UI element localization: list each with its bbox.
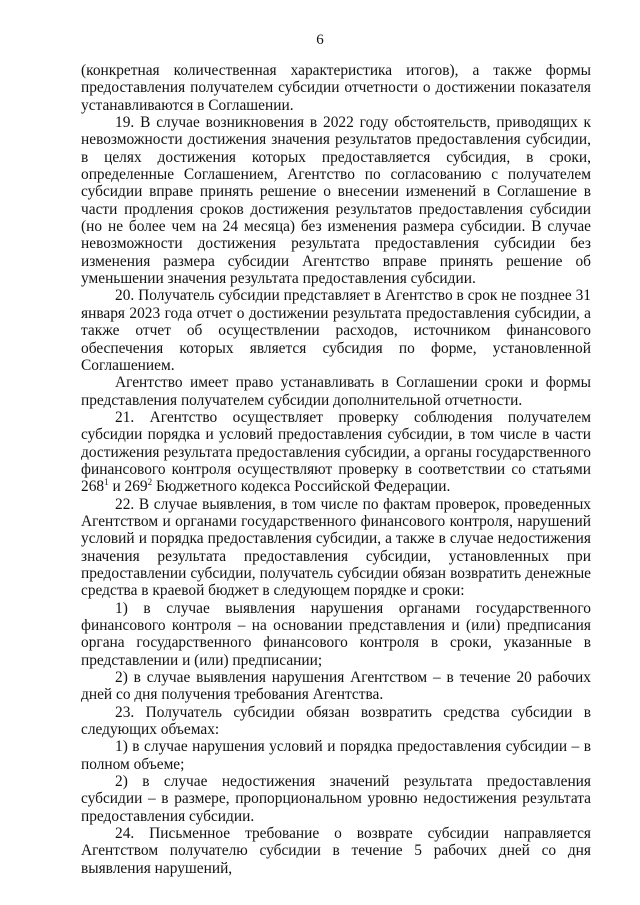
paragraph-21 [81,409,591,496]
paragraph-21-conjunction: и 269 [108,478,148,496]
paragraph-23: 23. Получатель субсидии обязан возвратить средства субсидии в следующих объемах: [81,703,591,739]
paragraph-20-reporting: Агентство имеет право устанавливать в Соглашении сроки и формы представления получателем субсидии дополнительной отчетности. [81,374,591,409]
paragraph-21-tail: Бюджетного кодекса Российской Федерации. [152,478,451,496]
paragraph-23-item-2: 2) в случае недостижения значений результата предоставления субсидии – в размере, пропорциональном уровню недостижения результата предоставления субсидии. [81,773,591,825]
paragraph-23-item-1: 1) в случае нарушения условий и порядка предоставления субсидии – в полном объеме; [81,738,591,773]
paragraph-20: 20. Получатель субсидии представляет в Агентство в срок не позднее 31 января 2023 года отчет о достижении результата предоставления субсидии, а также отчет об осуществлении расходов, источником финансового обеспечения которых является субсидия по форме, установленной Соглашением. [81,287,591,374]
paragraph-21-text: 21. Агентство осуществляет проверку соблюдения получателем субсидии порядка и условий предоставления субсидии, в том числе в части достижения результата предоставления субсидии, а органы государственного финансового контроля осуществляют проверку в соответствии со статьями 268 [81,408,591,496]
paragraph-24: 24. Письменное требование о возврате субсидии направляется Агентством получателю субсидии в течение 5 рабочих дней со дня выявления нарушений, [81,825,591,877]
superscript-1: 1 [104,477,109,488]
paragraph-22-item-2: 2) в случае выявления нарушения Агентством – в течение 20 рабочих дней со дня получения требования Агентства. [81,669,591,704]
document-body [81,62,591,877]
paragraph-19: 19. В случае возникновения в 2022 году обстоятельств, приводящих к невозможности достижения значения результатов предоставления субсидии, в целях достижения которых предоставляется субсидия, в сроки, определенные Соглашением, Агентство по согласованию с получателем субсидии вправе принять решение о внесении изменений в Соглашение в части продления сроков достижения результатов предоставления субсидии (но не более чем на 24 месяца) без изменения размера субсидии. В случае невозможности достижения результата предоставления субсидии без изменения размера субсидии Агентство вправе принять решение об уменьшении значения результата предоставления субсидии. [81,114,591,288]
paragraph-22-item-1: 1) в случае выявления нарушения органами государственного финансового контроля – на основании представления и (или) предписания органа государственного финансового контроля в сроки, указанные в представлении и (или) предписании; [81,599,591,669]
paragraph-22: 22. В случае выявления, в том числе по фактам проверок, проведенных Агентством и органами государственного финансового контроля, нарушений условий и порядка предоставления субсидии, а также в случае недостижения значения результата предоставления субсидии, установленных при предоставлении субсидии, получатель субсидии обязан возвратить денежные средства в краевой бюджет в следующем порядке и сроки: [81,495,591,600]
page-number: 6 [316,32,324,48]
paragraph-continuation: (конкретная количественная характеристика итогов), а также формы предоставления получателем субсидии отчетности о достижении показателя устанавливаются в Соглашении. [81,62,591,114]
superscript-2: 2 [147,477,153,488]
